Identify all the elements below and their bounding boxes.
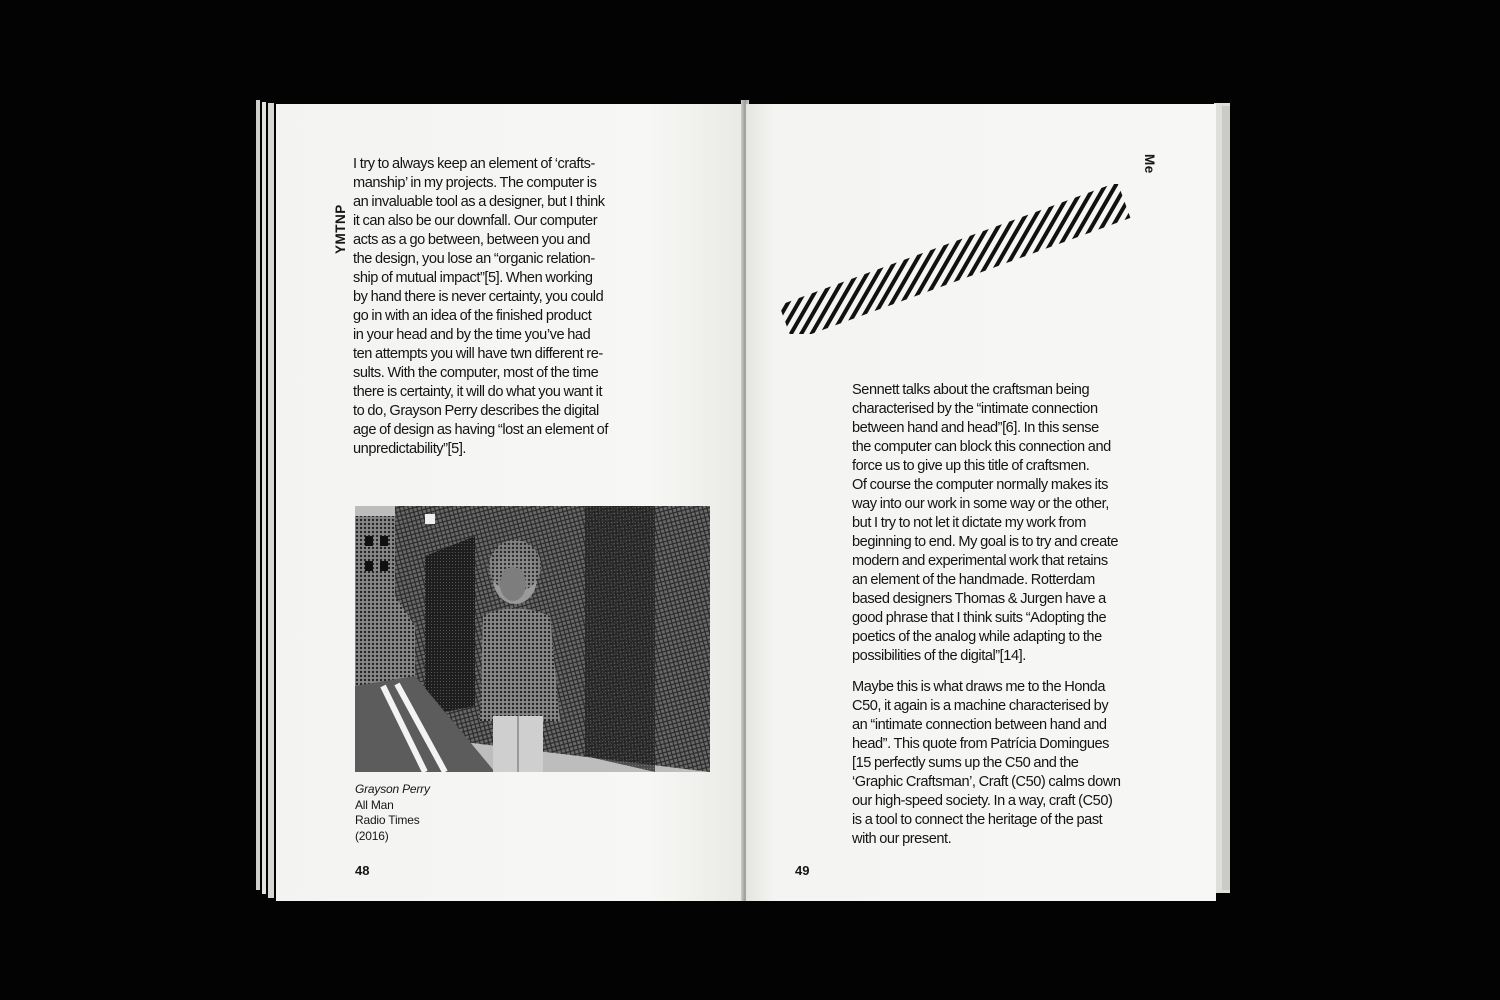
photo-caption bbox=[355, 782, 430, 844]
page-stack-edge-right bbox=[1222, 106, 1230, 890]
right-page bbox=[746, 104, 1216, 901]
caption-publication: Radio Times bbox=[355, 813, 420, 827]
page-stack-edge-left bbox=[256, 100, 260, 890]
right-body-paragraph-1: Sennett talks about the craftsman being characterised by the “intimate connection between hand and head”[6]. In this sense the computer can block this connection and force us to give up this title of craftsmen. Of course the computer normally makes its way into our work in some way or the other, but I try to not let it dictate my work from beginning to end. My goal is to try and create modern and experimental work that retains an element of the handmade. Rotterdam based designers Thomas & Jurgen have a good phrase that I think suits “Adopting the poetics of the analog while adapting to the possibilities of the digital”[14]. bbox=[852, 382, 1119, 664]
left-page bbox=[276, 104, 743, 901]
running-head-right: Me bbox=[1142, 154, 1157, 174]
running-head-left: YMTNP bbox=[333, 204, 348, 254]
caption-name: Grayson Perry bbox=[355, 782, 430, 796]
caption-title: All Man bbox=[355, 797, 394, 812]
page-number-left: 48 bbox=[355, 863, 370, 878]
page-stack-edge-left bbox=[262, 102, 266, 894]
diagonal-stripe-graphic bbox=[766, 184, 1146, 334]
left-body-text: I try to always keep an element of ‘crafts- manship’ in my projects. The computer is an invaluable tool as a designer, but I think it can also be our downfall. Our computer acts as a go between, between you and the design, you lose an “organic relation- ship of mutual impact”[5]. When working by hand there is never certainty, you could go in with an idea of the finished product in your head and by the time you’ve had ten attempts you will have twn different re- sults. With the computer, most of the time there is certainty, it will do what you want it to do, Grayson Perry describes the digital age of design as having “lost an element of unpredictability”[5]. bbox=[353, 156, 608, 457]
page-number-right: 49 bbox=[795, 863, 810, 878]
page-stack-edge-left bbox=[268, 103, 274, 898]
photo-illustration bbox=[355, 506, 710, 772]
halftone-photo bbox=[355, 506, 710, 772]
right-body-paragraph-2: Maybe this is what draws me to the Honda C50, it again is a machine characterised by an “intimate connection between hand and head”. This quote from Patrícia Domingues [15 perfectly sums up the C50 and the ‘Graphic Craftsman’, Craft (C50) calms down our high-speed society. In a way, craft (C50) is a tool to connect the heritage of the past with our present. bbox=[852, 679, 1121, 847]
caption-year: (2016) bbox=[355, 828, 389, 843]
